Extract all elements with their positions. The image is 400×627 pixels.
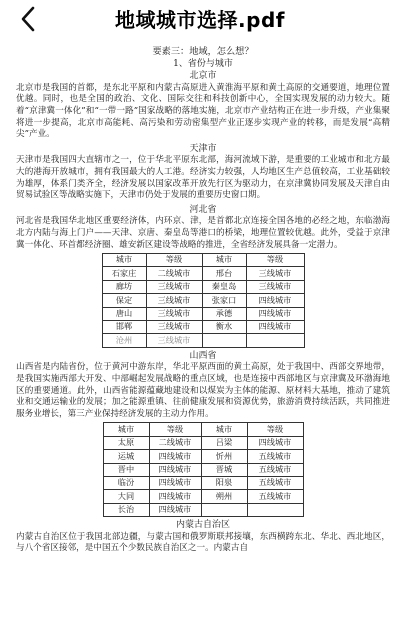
table-cell: 三线城市 [146, 334, 202, 347]
appendix-title: 要素三：地域，怎么想？ [152, 46, 254, 57]
table-cell: 三线城市 [246, 267, 304, 280]
pdf-page[interactable] [16, 42, 390, 627]
table-row [102, 307, 304, 320]
table-row [103, 450, 303, 463]
table-cell: 三线城市 [146, 307, 202, 320]
table-cell: 五线城市 [247, 463, 303, 476]
table-cell: 忻州 [201, 450, 247, 463]
title-bar [0, 0, 400, 38]
table-cell: 晋城 [201, 463, 247, 476]
table-cell [247, 503, 303, 516]
table-row [102, 294, 304, 307]
table-cell: 邯郸 [102, 321, 146, 334]
table-row [102, 267, 304, 280]
shanxi-heading: 山西省 [189, 350, 217, 361]
table-header-cell: 城市 [202, 254, 246, 267]
table-cell: 四线城市 [149, 463, 201, 476]
table-row [103, 503, 303, 516]
table-cell: 承德 [202, 307, 246, 320]
table-cell [201, 503, 247, 516]
table-cell: 朔州 [201, 490, 247, 503]
table-cell: 廊坊 [102, 280, 146, 293]
table-row [103, 436, 303, 449]
table-row [103, 476, 303, 489]
table-cell: 五线城市 [247, 476, 303, 489]
table-cell: 四线城市 [149, 490, 201, 503]
table-row [103, 463, 303, 476]
table-header-cell: 等级 [146, 254, 202, 267]
table-header-cell: 等级 [149, 423, 201, 436]
table-cell: 石家庄 [102, 267, 146, 280]
tianjin-paragraph: 天津市是我国四大直辖市之一，位于华北平原东北部，海河流域下游，是重要的工业城市和北方最大的港海开放城市，拥有我国最大的人工港。经济实力较强，人均地区生产总值较高，工业基础较为雄厚，体系门类齐全，经济发展以国家改革开放先行区为驱动力，在京津冀协同发展及天津自由贸易试验区等战略实施下，天津市仍处于发展的重要历史窗口期。 [16, 155, 390, 201]
table-cell: 四线城市 [246, 307, 304, 320]
neimenggu-heading: 内蒙古自治区 [175, 520, 230, 531]
table-cell: 衡水 [202, 321, 246, 334]
beijing-paragraph: 北京市是我国的首都，是东北平原和内蒙古高原进入黄淮海平原和黄土高原的交通要道，地理位置优越。同时，也是全国的政治、文化、国际交往和科技创新中心，全国实现发展的动力较大。随着“京津冀一体化”和“一带一路”国家战略的落地实施，北京市产业结构正在进一步升级，产业集聚将进一步提高，北京市高能耗、高污染和劳动密集型产业正逐步实现产业的转移，而是发展“高精尖”产业。 [16, 82, 390, 140]
table-cell: 五线城市 [247, 490, 303, 503]
table-cell: 吕梁 [201, 436, 247, 449]
table-cell: 四线城市 [246, 321, 304, 334]
table-cell: 三线城市 [146, 294, 202, 307]
section-title: 1、省份与城市 [173, 58, 233, 69]
hebei-city-table [102, 253, 305, 348]
table-cell: 四线城市 [149, 503, 201, 516]
table-cell: 保定 [102, 294, 146, 307]
table-cell: 沧州 [102, 334, 146, 347]
table-cell: 四线城市 [246, 294, 304, 307]
table-cell: 运城 [103, 450, 149, 463]
table-cell [202, 334, 246, 347]
table-header-cell: 城市 [201, 423, 247, 436]
table-row [102, 280, 304, 293]
table-cell: 四线城市 [149, 476, 201, 489]
table-cell [246, 334, 304, 347]
shanxi-city-table [103, 422, 304, 517]
table-cell: 长治 [103, 503, 149, 516]
table-cell: 四线城市 [247, 436, 303, 449]
beijing-heading: 北京市 [189, 71, 217, 82]
table-cell: 临汾 [103, 476, 149, 489]
hebei-heading: 河北省 [189, 204, 217, 215]
document-title: 地域城市选择.pdf [115, 8, 285, 32]
table-cell: 三线城市 [146, 321, 202, 334]
table-header-cell: 等级 [247, 423, 303, 436]
table-cell: 张家口 [202, 294, 246, 307]
table-row [103, 490, 303, 503]
table-cell: 三线城市 [146, 280, 202, 293]
table-header-cell: 等级 [246, 254, 304, 267]
table-header-cell: 城市 [102, 254, 146, 267]
tianjin-heading: 天津市 [189, 143, 217, 154]
table-cell: 秦皇岛 [202, 280, 246, 293]
table-cell: 四线城市 [149, 450, 201, 463]
table-cell: 晋中 [103, 463, 149, 476]
shanxi-paragraph: 山西省是内陆省份，位于黄河中游东岸，华北平原西面的黄土高原，处于我国中、西部交界地带，是我国实施西部大开发、中部崛起发展战略的重点区域，也是连接中西部地区与京津冀及环渤海地区的重要通道。此外，山西省能源蕴藏地建设和以煤炭为主体的能源、原材料大基地，推动了建筑业和交通运输业的发展；加之能源重镇、往前健康发展和资源优势，旅游消费持续活跃，共同推进服务业增长，第三产业保持经济发展的主动力作用。 [16, 362, 390, 419]
table-header-row [103, 423, 303, 436]
table-cell: 唐山 [102, 307, 146, 320]
table-cell: 阳泉 [201, 476, 247, 489]
table-cell: 二线城市 [146, 267, 202, 280]
table-header-row [102, 254, 304, 267]
table-cell: 三线城市 [246, 280, 304, 293]
table-cell: 二线城市 [149, 436, 201, 449]
neimenggu-paragraph: 内蒙古自治区位于我国北部边疆，与蒙古国和俄罗斯联邦接壤，东西横跨东北、华北、西北地区，与八个省区接邻，是中国五个少数民族自治区之一。内蒙古自 [16, 531, 390, 554]
table-cell: 太原 [103, 436, 149, 449]
hebei-paragraph: 河北省是我国华北地区重要经济体，内环京、津，是首都北京连接全国各地的必经之地，东临渤海北方内陆与海上门户——天津、京唐、秦皇岛等港口的桥梁，地理位置较优越。此外，受益于京津冀一体化、环首都经济圈、雄安新区建设等战略的推进，全省经济发展具备一定潜力。 [16, 216, 390, 250]
table-row [102, 334, 304, 347]
table-row [102, 321, 304, 334]
table-header-cell: 城市 [103, 423, 149, 436]
table-cell: 邢台 [202, 267, 246, 280]
table-cell: 大同 [103, 490, 149, 503]
table-cell: 五线城市 [247, 450, 303, 463]
